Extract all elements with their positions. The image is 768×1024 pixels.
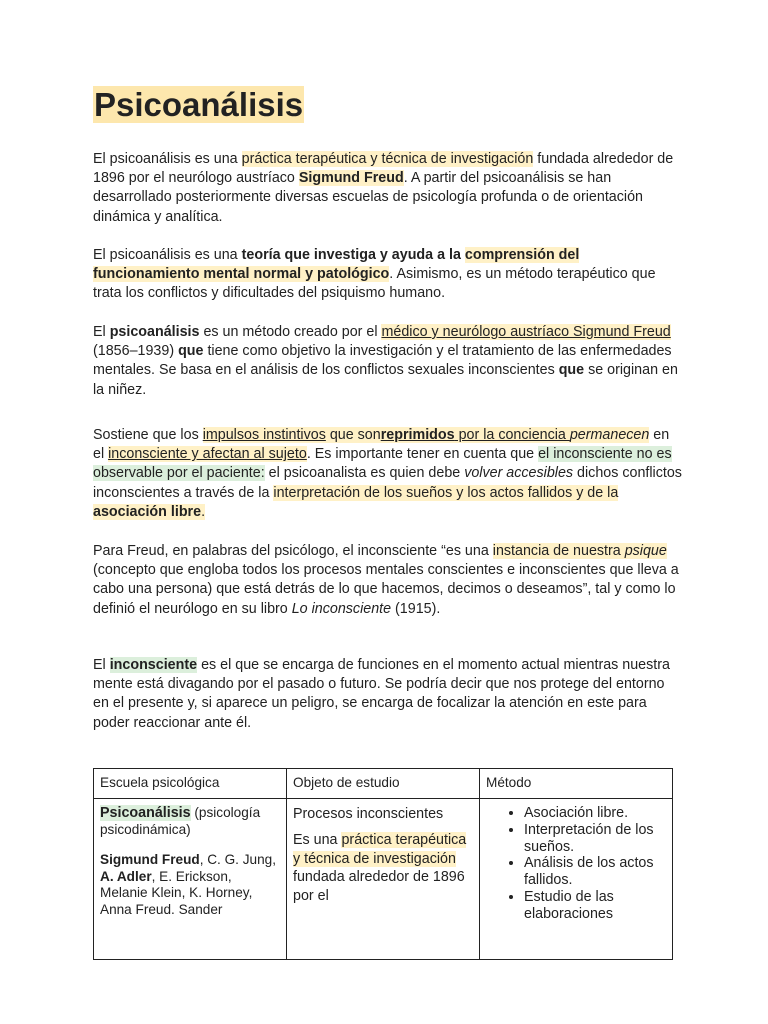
table-cell-school: Psicoanálisis (psicología psicodinámica) Sigmund Freud, C. G. Jung, A. Adler, E. Erickson, Melanie Klein, K. Horney, Anna Freud. Sander (94, 799, 287, 960)
highlight: inconsciente y afectan al sujeto (108, 446, 307, 463)
table-header: Objeto de estudio (287, 769, 480, 799)
table-header-row (94, 769, 673, 799)
highlight-green: el inconsciente no es observable por el paciente: (93, 446, 672, 482)
bold-name: Sigmund Freud (298, 170, 404, 187)
table-cell-object: Procesos inconscientes Es una práctica terapéutica y técnica de investigación fundada alrededor de 1896 por el (287, 799, 480, 960)
method-list (486, 805, 666, 923)
highlight: impulsos instintivos (202, 427, 326, 443)
highlight: práctica terapéutica y técnica de investigación (241, 151, 534, 167)
list-item: • Interpretación de los sueños. (524, 822, 666, 856)
highlight: instancia de nuestra (492, 543, 625, 559)
school-title: Psicoanálisis (100, 805, 191, 821)
highlight: interpretación de los sueños y los actos fallidos y de la (273, 484, 619, 501)
highlight-link: médico y neurólogo austríaco Sigmund Freud (381, 324, 671, 340)
table-header: Método (480, 769, 673, 799)
table-cell-method (480, 799, 673, 960)
table-row (94, 799, 673, 960)
paragraph-3: El psicoanálisis es un método creado por el médico y neurólogo austríaco Sigmund Freud (1856–1939) que tiene como objetivo la investigación y el tratamiento de las enfermedades mentales. Se basa en el análisis de los conflictos sexuales inconscientes que se originan en la niñez. (93, 324, 678, 398)
table-header: Escuela psicológica (94, 769, 287, 799)
paragraph-2: El psicoanálisis es una teoría que investiga y ayuda a la comprensión del funcionamiento mental normal y patológico. Asimismo, es un método terapéutico que trata los conflictos y dificultades del psiquismo humano. (93, 247, 656, 302)
paragraph-1: El psicoanálisis es una práctica terapéutica y técnica de investigación fundada alrededor de 1896 por el neurólogo austríaco Sigmund Freud. A partir del psicoanálisis se han desarrollado posteriormente diversas escuelas de psicología profunda o de orientación dinámica y analítica. (93, 151, 674, 225)
highlight-green: inconsciente (109, 657, 198, 673)
highlight: reprimidos (380, 427, 455, 443)
list-item: • Estudio de las elaboraciones (524, 889, 666, 923)
page-title: Psicoanálisis (94, 86, 304, 123)
paragraph-6: El inconsciente es el que se encarga de funciones en el momento actual mientras nuestra mente está divagando por el pasado o futuro. Se podría decir que nos protege del entorno en el presente y, si aparece un peligro, se encarga de focalizar la atención en este para poder reaccionar ante él. (93, 657, 670, 731)
comparison-table (93, 768, 673, 960)
highlight: comprensión del funcionamiento mental normal y patológico (93, 247, 580, 283)
paragraph-4: Sostiene que los impulsos instintivos que sonreprimidos por la conciencia permanecen en el inconsciente y afectan al sujeto. Es importante tener en cuenta que el inconsciente no es observable por el paciente: el psicoanalista es quien debe volver accesibles dichos conflictos inconscientes a través de la interpretación de los sueños y los actos fallidos y de la asociación libre. (93, 427, 682, 520)
highlight: práctica terapéutica y técnica de investigación (293, 832, 467, 867)
paragraph-5: Para Freud, en palabras del psicólogo, el inconsciente “es una instancia de nuestra psique (concepto que engloba todos los procesos mentales conscientes e inconscientes que lleva a cabo una persona) que está detrás de lo que hacemos, decimos o deseamos”, tal y como lo definió el neurólogo en su libro Lo inconsciente (1915). (93, 543, 679, 617)
list-item: • Asociación libre. (524, 805, 666, 822)
list-item: • Análisis de los actos fallidos. (524, 855, 666, 889)
